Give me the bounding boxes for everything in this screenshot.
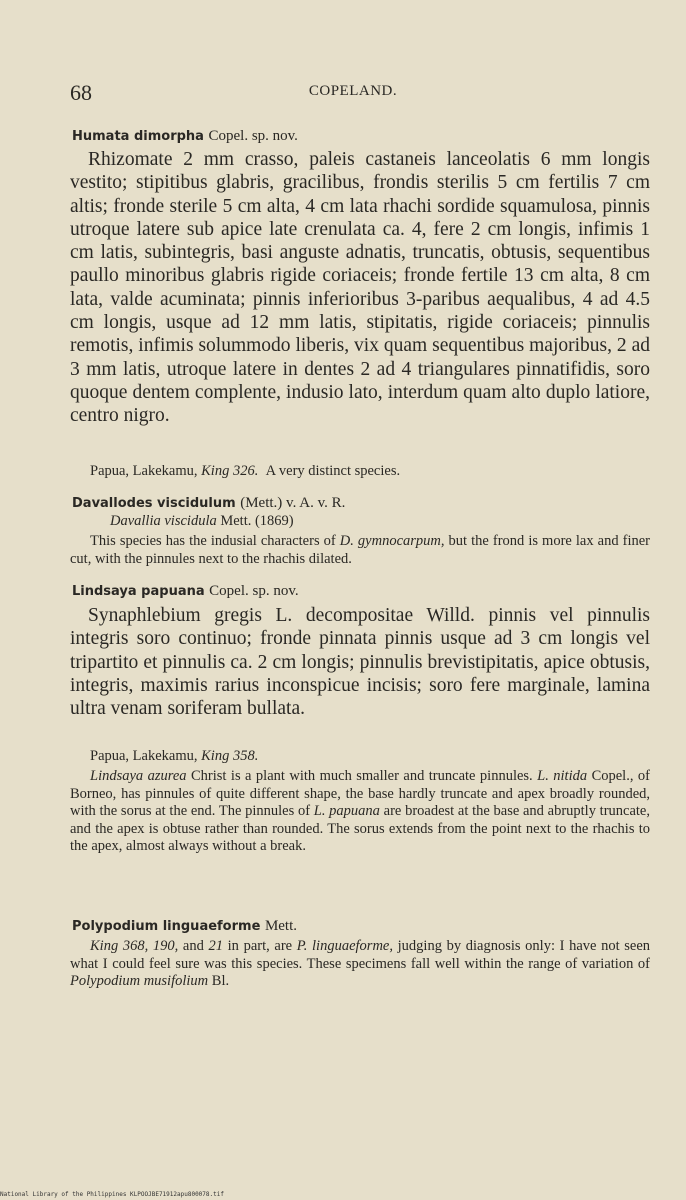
species-author: Copel. sp. nov. bbox=[209, 583, 299, 599]
davallodes-heading bbox=[72, 495, 345, 512]
scan-footer: National Library of the Philippines KLPOOJBE71912apu800078.tif bbox=[0, 1191, 224, 1198]
species-author: Copel. sp. nov. bbox=[208, 128, 298, 144]
humata-locality: Papua, Lakekamu, King 326. A very distinct species. bbox=[90, 463, 401, 479]
humata-description: Rhizomate 2 mm crasso, paleis castaneis lanceolatis 6 mm longis vestito; stipitibus glabris, gracilibus, frondis sterilis 5 cm fertilis 7 cm altis; fronde sterile 5 cm alta, 4 cm lata rhachi sordide squamulosa, pinnis utroque latere sub apice late crenulata ca. 4, fere 2 cm longis, infimis 1 cm latis, subintegris, basi anguste adnatis, truncatis, obtusis, sequentibus paullo minoribus glabris rigide coriaceis; fronde fertile 13 cm alta, 8 cm lata, valde acuminata; pinnis inferioribus 3-paribus aequalibus, 4 ad 4.5 cm longis, usque ad 12 mm latis, stipitatis, rigide coriaceis; pinnulis remotis, infimis solummodo liberis, vix quam sequentibus majoribus, 2 ad 3 mm latis, utroque latere in dentes 2 ad 4 triangulares pinnatifidis, soro quoque dentem complente, indusio lato, interdum quam alto duplo latiore, centro nigro. bbox=[70, 149, 650, 427]
species-name: Polypodium linguaeforme bbox=[72, 919, 261, 934]
collector: King 358. bbox=[201, 748, 259, 764]
lindsaya-locality: Papua, Lakekamu, King 358. bbox=[90, 748, 259, 764]
polypodium-heading bbox=[72, 918, 297, 935]
species-author: Mett. bbox=[264, 918, 298, 934]
collector: King 326. bbox=[201, 463, 259, 479]
lindsaya-note: Lindsaya azurea Christ is a plant with much smaller and truncate pinnules. L. nitida Copel., of Borneo, has pinnules of quite different shape, the base hardly truncate and apex broadly rounded, with the sorus at the end. The pinnules of L. papuana are broadest at the base and abruptly truncate, and the apex is obtuse rather than rounded. The sorus extends from the point next to the rhachis to the apex, almost always without a break. bbox=[70, 768, 650, 854]
lindsaya-description: Synaphlebium gregis L. decompositae Willd. pinnis vel pinnulis integris soro continuo; fronde pinnata pinnis usque ad 3 cm longis vel tripartito et pinnulis ca. 2 cm longis; pinnulis brevistipitatis, apice obtusis, integris, maximis rarius inconspicue incisis; soro fere marginale, lamina ultra venam soriferam bullata. bbox=[70, 605, 650, 720]
davallodes-synonym: Davallia viscidula Mett. (1869) bbox=[110, 513, 294, 529]
humata-heading bbox=[72, 128, 298, 145]
species-author: (Mett.) v. A. v. R. bbox=[240, 495, 346, 511]
lindsaya-heading bbox=[72, 583, 299, 600]
page-header bbox=[70, 80, 636, 110]
polypodium-note: King 368, 190, and 21 in part, are P. linguaeforme, judging by diagnosis only: I have not seen what I could feel sure was this species. These specimens fall well within the range of variation of Polypodium musifolium Bl. bbox=[70, 938, 651, 989]
page-number: 68 bbox=[70, 80, 92, 105]
species-name: Lindsaya papuana bbox=[72, 584, 205, 599]
davallodes-note: This species has the indusial characters of D. gymnocarpum, but the frond is more lax and finer cut, with the pinnules next to the rhachis dilated. bbox=[70, 533, 650, 567]
species-name: Humata dimorpha bbox=[72, 129, 204, 144]
species-name: Davallodes viscidulum bbox=[72, 496, 236, 511]
running-head: COPELAND. bbox=[308, 83, 398, 99]
